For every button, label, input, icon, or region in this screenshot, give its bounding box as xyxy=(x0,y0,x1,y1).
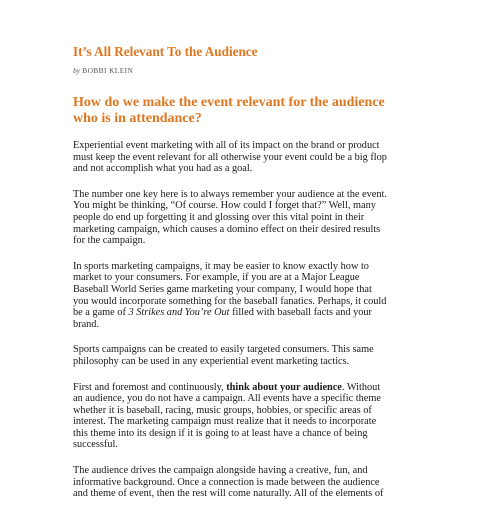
byline xyxy=(73,66,433,76)
paragraph-sports-marketing xyxy=(73,261,433,331)
paragraph-key-audience xyxy=(73,189,433,247)
document-page xyxy=(73,44,433,514)
text-line: an audience, you do not have a campaign. All events have a specific theme xyxy=(73,393,381,405)
text-line: You might be thinking, “Of course. How could I forget that?” Well, many xyxy=(73,200,376,212)
text-line: this theme into its design if it is going to at least have a chance of being xyxy=(73,427,368,439)
text-line: must keep the event relevant for all otherwise your event could be a big flop xyxy=(73,151,387,163)
game-title-italic: 3 Strikes and You’re Out xyxy=(128,307,230,319)
text-run: First and foremost and continuously, xyxy=(73,381,227,393)
text-line: Baseball World Series game marketing your company, I would hope that xyxy=(73,283,372,295)
text-run: . Without xyxy=(341,381,381,393)
text-line: for the campaign. xyxy=(73,235,146,247)
text-line: marketing campaign, which causes a domino effect on their desired results xyxy=(73,223,381,235)
paragraph-intro xyxy=(73,140,433,175)
text-line: The audience drives the campaign alongside having a creative, fun, and xyxy=(73,465,368,477)
article-body xyxy=(73,140,433,500)
paragraph-think-audience xyxy=(73,382,433,452)
section-heading xyxy=(73,95,433,127)
text-line: people do end up forgetting it and glossing over this vital point in their xyxy=(73,211,365,223)
text-run: be a game of xyxy=(73,307,129,319)
text-line: interest. The marketing campaign must realize that it needs to incorporate xyxy=(73,416,377,428)
text-line: Experiential event marketing with all of its impact on the brand or product xyxy=(73,140,380,151)
text-line: market to your consumers. For example, if you are at a Major League xyxy=(73,272,360,284)
text-line: informative background. Once a connection is made between the audience xyxy=(73,476,380,488)
text-line xyxy=(73,382,433,394)
text-line: successful. xyxy=(73,439,118,451)
text-line: whether it is baseball, racing, music groups, hobbies, or specific areas of xyxy=(73,404,372,416)
text-line: you would incorporate something for the baseball fanatics. Perhaps, it could xyxy=(73,295,387,307)
emphasis-bold: think about your audience xyxy=(226,381,342,393)
byline-prefix: by xyxy=(73,66,80,75)
author-name: BOBBI KLEIN xyxy=(82,66,134,75)
text-line xyxy=(73,307,433,319)
text-line: philosophy can be used in any experiential event marketing tactics. xyxy=(73,355,350,367)
text-line: In sports marketing campaigns, it may be easier to know exactly how to xyxy=(73,260,369,272)
text-line: The number one key here is to always remember your audience at the event. xyxy=(73,188,387,200)
section-heading-line: who is in attendance? xyxy=(73,111,202,126)
text-line: brand. xyxy=(73,318,100,330)
text-line: and theme of event, then the rest will come naturally. All of the elements of xyxy=(73,488,384,500)
document-title: It’s All Relevant To the Audience xyxy=(73,44,258,59)
paragraph-sports-campaigns xyxy=(73,344,433,367)
text-line: and not accomplish what you had as a goal. xyxy=(73,163,253,175)
section-heading-line: How do we make the event relevant for the audience xyxy=(73,95,385,110)
text-line: Sports campaigns can be created to easily targeted consumers. This same xyxy=(73,344,374,356)
text-run: filled with baseball facts and your xyxy=(229,307,372,319)
